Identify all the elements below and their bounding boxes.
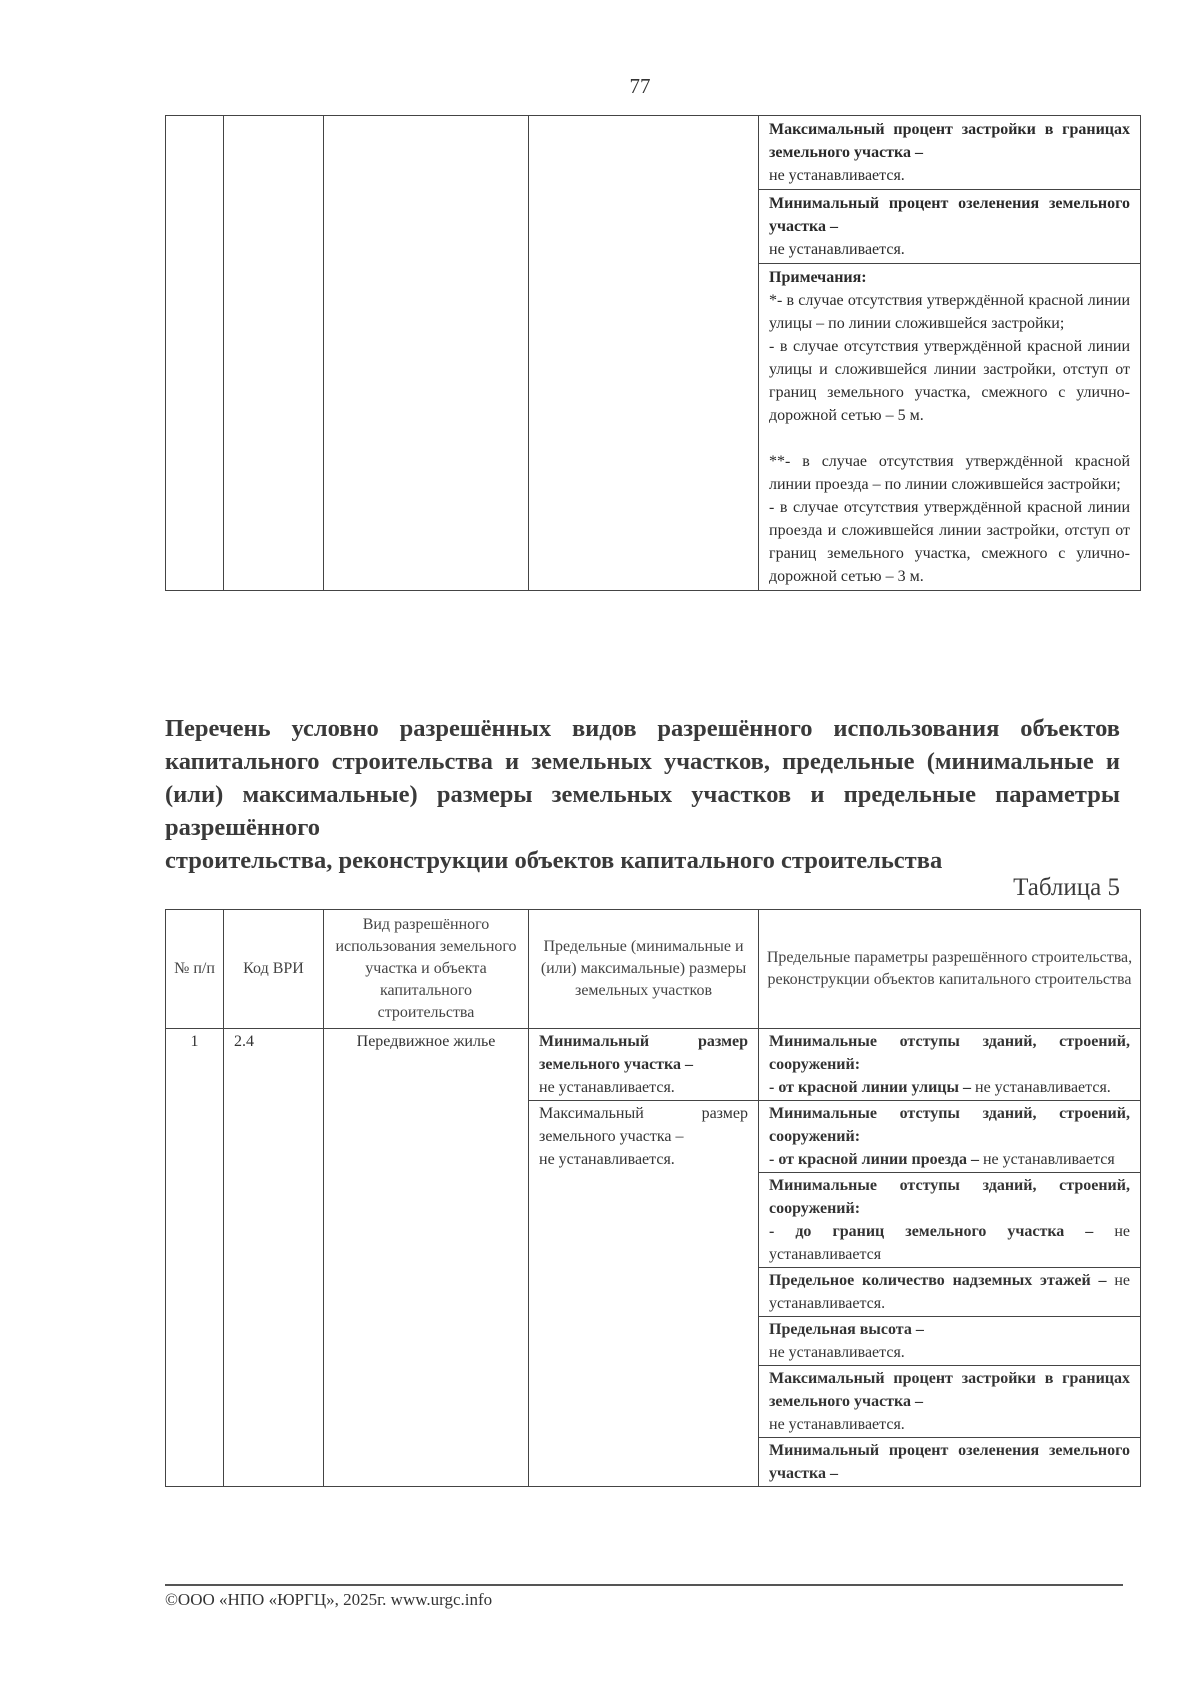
note-item: *- в случае отсутствия утверждённой красной линии улицы – по линии сложившейся застройки;	[769, 292, 1130, 332]
table-row	[166, 1029, 1141, 1101]
param-sub: - от красной линии проезда –	[769, 1151, 979, 1168]
param-value: не устанавливается.	[769, 1416, 905, 1433]
max-size-label: Максимальный размер земельного участка –	[539, 1105, 748, 1145]
min-size-value: не устанавливается.	[539, 1079, 675, 1096]
param-label: Минимальный процент озеленения земельного участка –	[769, 1442, 1130, 1482]
param-value: не устанавливается	[769, 1223, 1130, 1263]
param-cell	[759, 1173, 1141, 1268]
max-build-pct-value: не устанавливается.	[769, 167, 905, 184]
max-build-pct-label: Максимальный процент застройки в границах земельного участка –	[769, 121, 1130, 161]
section-heading	[165, 712, 1120, 877]
param-cell	[759, 1101, 1141, 1173]
param-cell	[759, 1317, 1141, 1366]
section-heading-body: Перечень условно разрешённых видов разрешённого использования объектов капитального строительства и земельных участков, предельные (минимальные и (или) максимальные) размеры земельных участков и предельные параметры разрешённого	[165, 715, 1120, 841]
note-item: - в случае отсутствия утверждённой красной линии проезда и сложившейся линии застройки, отступ от границ земельного участка, смежного с улично-дорожной сетью – 3 м.	[769, 499, 1130, 585]
notes-cell	[759, 264, 1141, 591]
continuation-table	[165, 115, 1141, 591]
table-label: Таблица 5	[1013, 874, 1120, 901]
min-green-pct-value: не устанавливается.	[769, 241, 905, 258]
param-cell	[759, 1438, 1141, 1487]
note-item: **- в случае отсутствия утверждённой красной линии проезда – по линии сложившейся застройки;	[769, 453, 1130, 493]
max-size-cell	[529, 1101, 759, 1487]
param-cell	[759, 1366, 1141, 1438]
row-num: 1	[166, 1029, 224, 1487]
header-use-type: Вид разрешённого использования земельного участка и объекта капитального строительства	[324, 910, 529, 1029]
footer-copyright: ©ООО «НПО «ЮРГЦ», 2025г. www.urgc.info	[165, 1590, 493, 1609]
header-build-params: Предельные параметры разрешённого строительства, реконструкции объектов капитального строительства	[759, 910, 1141, 1029]
param-label: Предельная высота –	[769, 1321, 924, 1338]
header-num: № п/п	[166, 910, 224, 1029]
table-header-row	[166, 910, 1141, 1029]
section-heading-last: строительства, реконструкции объектов капитального строительства	[165, 847, 943, 874]
param-label: Предельное количество надземных этажей –	[769, 1272, 1107, 1289]
param-value: не устанавливается.	[975, 1079, 1111, 1096]
note-item: - в случае отсутствия утверждённой красной линии улицы и сложившейся линии застройки, отступ от границ земельного участка, смежного с улично-дорожной сетью – 5 м.	[769, 338, 1130, 424]
header-code: Код ВРИ	[224, 910, 324, 1029]
param-label: Минимальные отступы зданий, строений, сооружений:	[769, 1177, 1130, 1217]
param-value: не устанавливается.	[769, 1272, 1131, 1312]
row-code: 2.4	[224, 1029, 324, 1487]
table-5	[165, 909, 1141, 1487]
min-green-pct-label: Минимальный процент озеленения земельного участка –	[769, 195, 1130, 235]
param-label: Минимальные отступы зданий, строений, сооружений:	[769, 1033, 1130, 1073]
min-size-label: Минимальный размер земельного участка –	[539, 1033, 748, 1073]
max-build-pct-cell	[759, 116, 1141, 190]
header-size-limits: Предельные (минимальные и (или) максимальные) размеры земельных участков	[529, 910, 759, 1029]
param-sub: - до границ земельного участка –	[769, 1223, 1094, 1240]
param-cell	[759, 1029, 1141, 1101]
param-cell	[759, 1268, 1141, 1317]
min-size-cell	[529, 1029, 759, 1101]
max-size-value: не устанавливается.	[539, 1151, 675, 1168]
param-label: Максимальный процент застройки в границах земельного участка –	[769, 1370, 1130, 1410]
row-use-name: Передвижное жилье	[324, 1029, 529, 1487]
notes-title: Примечания:	[769, 269, 867, 286]
min-green-pct-cell	[759, 190, 1141, 264]
footer-divider	[165, 1584, 1123, 1586]
param-value: не устанавливается	[982, 1151, 1115, 1168]
param-label: Минимальные отступы зданий, строений, сооружений:	[769, 1105, 1130, 1145]
param-value: не устанавливается.	[769, 1344, 905, 1361]
page-number: 77	[629, 74, 651, 98]
param-sub: - от красной линии улицы –	[769, 1079, 971, 1096]
